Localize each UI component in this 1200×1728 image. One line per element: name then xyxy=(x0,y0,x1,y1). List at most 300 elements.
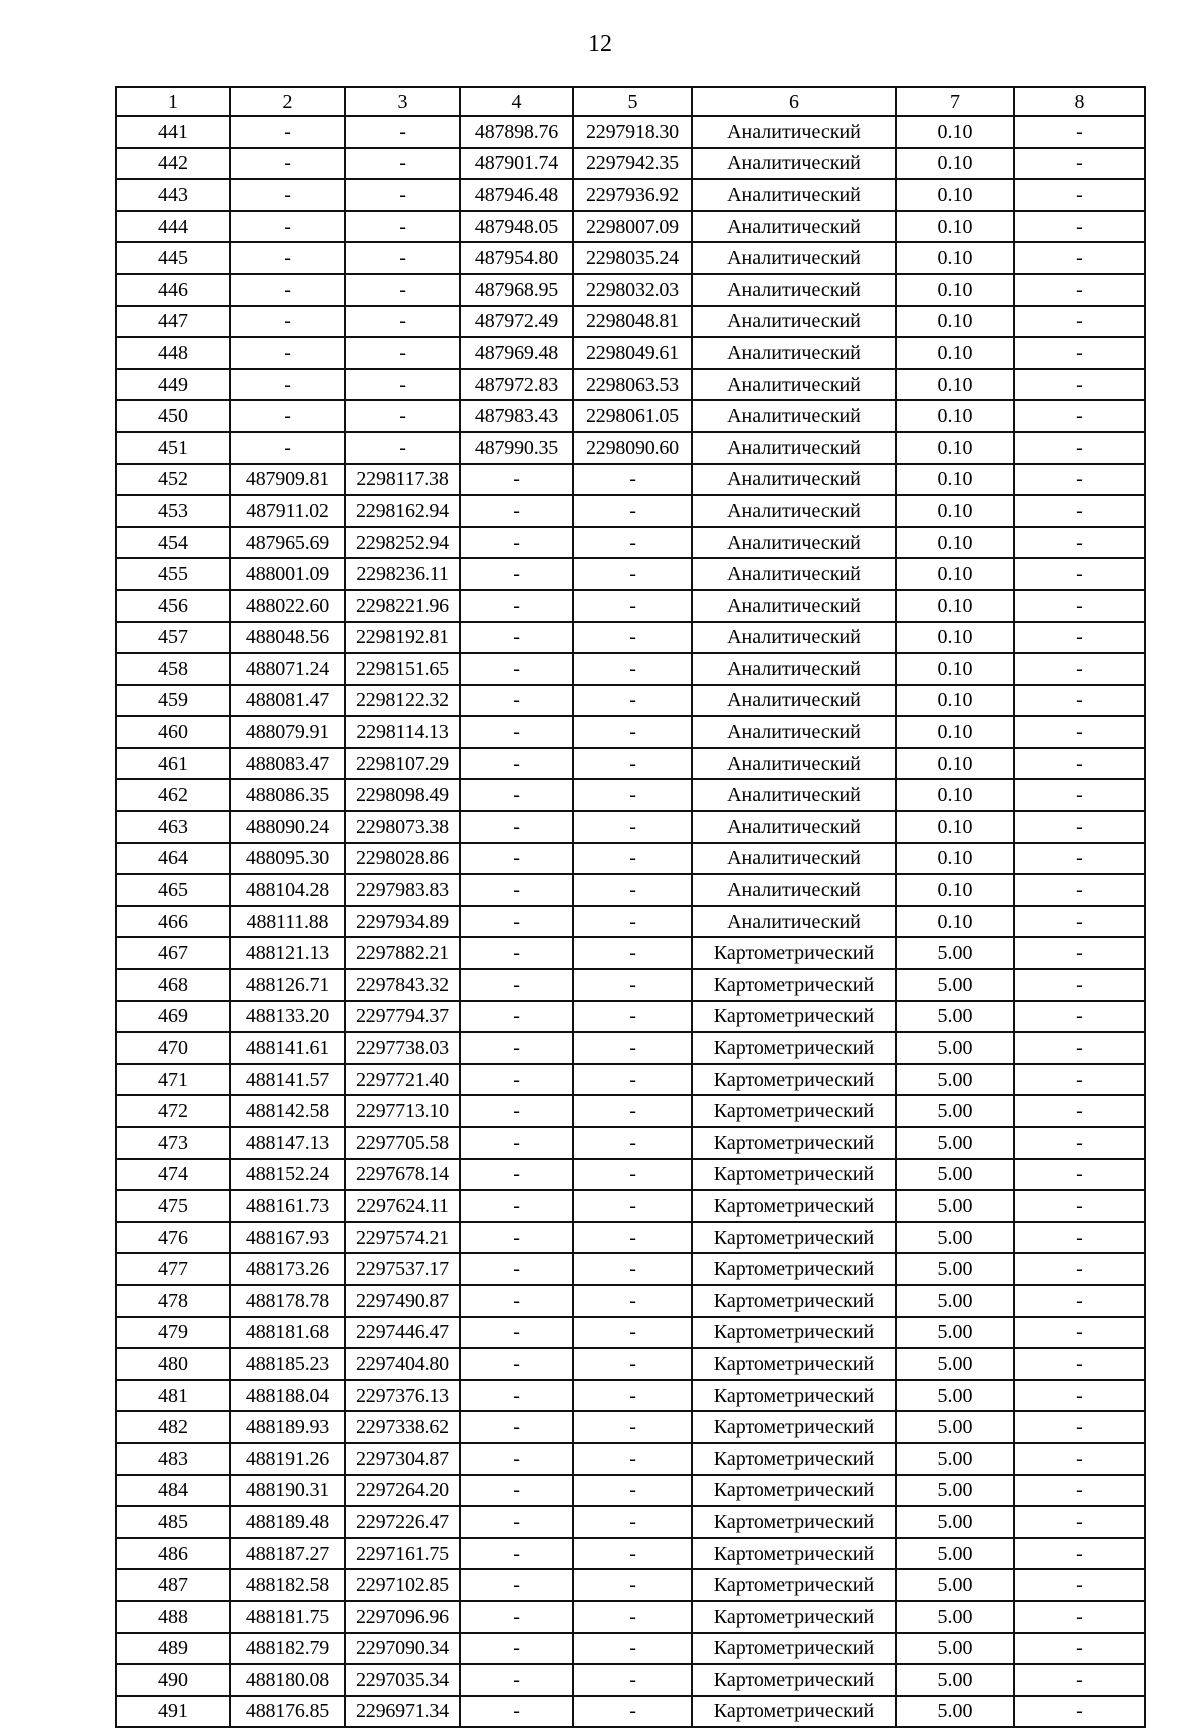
x-coordinate-cell: 488176.85 xyxy=(230,1696,345,1728)
x-coordinate-cell: 487965.69 xyxy=(230,527,345,559)
table-row xyxy=(116,622,1145,654)
x-coordinate-cell: 488161.73 xyxy=(230,1190,345,1222)
y-coordinate-cell: - xyxy=(345,400,460,432)
y-coordinate-cell: 2297918.30 xyxy=(573,116,692,148)
method-cell: Аналитический xyxy=(692,306,896,338)
accuracy-cell: 5.00 xyxy=(896,1569,1014,1601)
note-cell: - xyxy=(1014,1380,1145,1412)
y-coordinate-cell: 2297264.20 xyxy=(345,1475,460,1507)
point-number-cell: 445 xyxy=(116,242,230,274)
column-header: 1 xyxy=(116,87,230,116)
y-coordinate-cell: - xyxy=(573,590,692,622)
x-coordinate-cell: 487909.81 xyxy=(230,464,345,496)
y-coordinate-cell: 2297376.13 xyxy=(345,1380,460,1412)
y-coordinate-cell: 2297490.87 xyxy=(345,1285,460,1317)
x-coordinate-cell: 488121.13 xyxy=(230,937,345,969)
y-coordinate-cell: 2298192.81 xyxy=(345,622,460,654)
table-row xyxy=(116,1001,1145,1033)
point-number-cell: 479 xyxy=(116,1317,230,1349)
y-coordinate-cell: 2297882.21 xyxy=(345,937,460,969)
table-row xyxy=(116,1222,1145,1254)
accuracy-cell: 5.00 xyxy=(896,1696,1014,1728)
accuracy-cell: 5.00 xyxy=(896,937,1014,969)
point-number-cell: 448 xyxy=(116,337,230,369)
y-coordinate-cell: - xyxy=(573,716,692,748)
x-coordinate-cell: - xyxy=(230,306,345,338)
x-coordinate-cell: 488095.30 xyxy=(230,843,345,875)
point-number-cell: 483 xyxy=(116,1443,230,1475)
note-cell: - xyxy=(1014,464,1145,496)
y-coordinate-cell: 2298032.03 xyxy=(573,274,692,306)
y-coordinate-cell: - xyxy=(573,1032,692,1064)
accuracy-cell: 0.10 xyxy=(896,874,1014,906)
y-coordinate-cell: - xyxy=(573,1538,692,1570)
table-row xyxy=(116,1285,1145,1317)
x-coordinate-cell: 488133.20 xyxy=(230,1001,345,1033)
accuracy-cell: 5.00 xyxy=(896,1159,1014,1191)
accuracy-cell: 5.00 xyxy=(896,1001,1014,1033)
accuracy-cell: 0.10 xyxy=(896,148,1014,180)
y-coordinate-cell: 2298221.96 xyxy=(345,590,460,622)
note-cell: - xyxy=(1014,716,1145,748)
point-number-cell: 453 xyxy=(116,495,230,527)
y-coordinate-cell: - xyxy=(573,748,692,780)
point-number-cell: 490 xyxy=(116,1664,230,1696)
y-coordinate-cell: 2297794.37 xyxy=(345,1001,460,1033)
table-row xyxy=(116,337,1145,369)
y-coordinate-cell: 2297035.34 xyxy=(345,1664,460,1696)
y-coordinate-cell: 2297226.47 xyxy=(345,1506,460,1538)
y-coordinate-cell: 2297678.14 xyxy=(345,1159,460,1191)
y-coordinate-cell: - xyxy=(573,464,692,496)
point-number-cell: 466 xyxy=(116,906,230,938)
x-coordinate-cell: - xyxy=(460,937,573,969)
method-cell: Аналитический xyxy=(692,653,896,685)
y-coordinate-cell: 2298114.13 xyxy=(345,716,460,748)
x-coordinate-cell: - xyxy=(460,1569,573,1601)
note-cell: - xyxy=(1014,1285,1145,1317)
table-row xyxy=(116,1601,1145,1633)
y-coordinate-cell: 2298252.94 xyxy=(345,527,460,559)
y-coordinate-cell: - xyxy=(573,1411,692,1443)
table-row xyxy=(116,1159,1145,1191)
x-coordinate-cell: - xyxy=(460,1032,573,1064)
x-coordinate-cell: - xyxy=(460,464,573,496)
accuracy-cell: 0.10 xyxy=(896,495,1014,527)
table-row xyxy=(116,369,1145,401)
x-coordinate-cell: 488086.35 xyxy=(230,779,345,811)
table-row xyxy=(116,1664,1145,1696)
y-coordinate-cell: - xyxy=(573,1095,692,1127)
x-coordinate-cell: 487946.48 xyxy=(460,179,573,211)
y-coordinate-cell: 2297102.85 xyxy=(345,1569,460,1601)
x-coordinate-cell: 488111.88 xyxy=(230,906,345,938)
note-cell: - xyxy=(1014,685,1145,717)
point-number-cell: 449 xyxy=(116,369,230,401)
y-coordinate-cell: 2297537.17 xyxy=(345,1253,460,1285)
method-cell: Картометрический xyxy=(692,1253,896,1285)
y-coordinate-cell: - xyxy=(345,148,460,180)
table-row xyxy=(116,1190,1145,1222)
point-number-cell: 459 xyxy=(116,685,230,717)
point-number-cell: 456 xyxy=(116,590,230,622)
table-row xyxy=(116,1253,1145,1285)
column-header: 6 xyxy=(692,87,896,116)
y-coordinate-cell: - xyxy=(573,1569,692,1601)
table-row xyxy=(116,748,1145,780)
x-coordinate-cell: - xyxy=(230,274,345,306)
x-coordinate-cell: 488152.24 xyxy=(230,1159,345,1191)
table-row xyxy=(116,306,1145,338)
x-coordinate-cell: - xyxy=(460,1159,573,1191)
note-cell: - xyxy=(1014,1696,1145,1728)
point-number-cell: 470 xyxy=(116,1032,230,1064)
table-row xyxy=(116,1127,1145,1159)
note-cell: - xyxy=(1014,906,1145,938)
x-coordinate-cell: 488167.93 xyxy=(230,1222,345,1254)
x-coordinate-cell: - xyxy=(460,590,573,622)
table-row xyxy=(116,779,1145,811)
x-coordinate-cell: 488126.71 xyxy=(230,969,345,1001)
table-row xyxy=(116,969,1145,1001)
y-coordinate-cell: 2298035.24 xyxy=(573,242,692,274)
point-number-cell: 451 xyxy=(116,432,230,464)
y-coordinate-cell: 2298090.60 xyxy=(573,432,692,464)
method-cell: Картометрический xyxy=(692,1222,896,1254)
x-coordinate-cell: - xyxy=(460,622,573,654)
x-coordinate-cell: - xyxy=(230,432,345,464)
accuracy-cell: 5.00 xyxy=(896,1411,1014,1443)
method-cell: Картометрический xyxy=(692,1064,896,1096)
point-number-cell: 447 xyxy=(116,306,230,338)
accuracy-cell: 0.10 xyxy=(896,432,1014,464)
x-coordinate-cell: 488182.58 xyxy=(230,1569,345,1601)
x-coordinate-cell: - xyxy=(460,1190,573,1222)
accuracy-cell: 5.00 xyxy=(896,1095,1014,1127)
note-cell: - xyxy=(1014,495,1145,527)
accuracy-cell: 0.10 xyxy=(896,369,1014,401)
y-coordinate-cell: 2298236.11 xyxy=(345,558,460,590)
y-coordinate-cell: - xyxy=(345,337,460,369)
method-cell: Картометрический xyxy=(692,1380,896,1412)
x-coordinate-cell: 488001.09 xyxy=(230,558,345,590)
note-cell: - xyxy=(1014,369,1145,401)
accuracy-cell: 5.00 xyxy=(896,1064,1014,1096)
x-coordinate-cell: - xyxy=(230,242,345,274)
method-cell: Картометрический xyxy=(692,1032,896,1064)
note-cell: - xyxy=(1014,1317,1145,1349)
accuracy-cell: 5.00 xyxy=(896,1253,1014,1285)
method-cell: Аналитический xyxy=(692,211,896,243)
point-number-cell: 489 xyxy=(116,1633,230,1665)
method-cell: Аналитический xyxy=(692,590,896,622)
point-number-cell: 476 xyxy=(116,1222,230,1254)
x-coordinate-cell: - xyxy=(460,779,573,811)
method-cell: Картометрический xyxy=(692,1475,896,1507)
accuracy-cell: 5.00 xyxy=(896,1664,1014,1696)
point-number-cell: 468 xyxy=(116,969,230,1001)
accuracy-cell: 5.00 xyxy=(896,1222,1014,1254)
accuracy-cell: 5.00 xyxy=(896,1538,1014,1570)
accuracy-cell: 0.10 xyxy=(896,811,1014,843)
method-cell: Картометрический xyxy=(692,1001,896,1033)
x-coordinate-cell: - xyxy=(230,337,345,369)
note-cell: - xyxy=(1014,148,1145,180)
accuracy-cell: 5.00 xyxy=(896,1190,1014,1222)
note-cell: - xyxy=(1014,1253,1145,1285)
accuracy-cell: 5.00 xyxy=(896,1443,1014,1475)
table-row xyxy=(116,653,1145,685)
note-cell: - xyxy=(1014,590,1145,622)
accuracy-cell: 0.10 xyxy=(896,685,1014,717)
x-coordinate-cell: - xyxy=(460,748,573,780)
y-coordinate-cell: 2297843.32 xyxy=(345,969,460,1001)
note-cell: - xyxy=(1014,1222,1145,1254)
x-coordinate-cell: - xyxy=(230,148,345,180)
point-number-cell: 458 xyxy=(116,653,230,685)
note-cell: - xyxy=(1014,1095,1145,1127)
note-cell: - xyxy=(1014,1411,1145,1443)
accuracy-cell: 0.10 xyxy=(896,116,1014,148)
y-coordinate-cell: - xyxy=(573,1475,692,1507)
point-number-cell: 463 xyxy=(116,811,230,843)
table-row xyxy=(116,116,1145,148)
note-cell: - xyxy=(1014,937,1145,969)
point-number-cell: 481 xyxy=(116,1380,230,1412)
column-header: 5 xyxy=(573,87,692,116)
method-cell: Картометрический xyxy=(692,1159,896,1191)
accuracy-cell: 5.00 xyxy=(896,1348,1014,1380)
x-coordinate-cell: 488185.23 xyxy=(230,1348,345,1380)
note-cell: - xyxy=(1014,337,1145,369)
y-coordinate-cell: - xyxy=(573,1285,692,1317)
note-cell: - xyxy=(1014,1569,1145,1601)
x-coordinate-cell: - xyxy=(460,1127,573,1159)
table-row xyxy=(116,1064,1145,1096)
y-coordinate-cell: - xyxy=(573,1380,692,1412)
table-row xyxy=(116,1569,1145,1601)
accuracy-cell: 0.10 xyxy=(896,748,1014,780)
y-coordinate-cell: - xyxy=(573,685,692,717)
y-coordinate-cell: - xyxy=(573,1001,692,1033)
x-coordinate-cell: - xyxy=(460,1348,573,1380)
point-number-cell: 446 xyxy=(116,274,230,306)
table-row xyxy=(116,843,1145,875)
x-coordinate-cell: - xyxy=(460,1475,573,1507)
column-header: 3 xyxy=(345,87,460,116)
point-number-cell: 457 xyxy=(116,622,230,654)
table-row xyxy=(116,1380,1145,1412)
x-coordinate-cell: 487954.80 xyxy=(460,242,573,274)
y-coordinate-cell: - xyxy=(573,1633,692,1665)
y-coordinate-cell: - xyxy=(345,306,460,338)
x-coordinate-cell: - xyxy=(460,527,573,559)
y-coordinate-cell: 2297161.75 xyxy=(345,1538,460,1570)
table-row xyxy=(116,1317,1145,1349)
x-coordinate-cell: 488083.47 xyxy=(230,748,345,780)
note-cell: - xyxy=(1014,1633,1145,1665)
y-coordinate-cell: - xyxy=(345,242,460,274)
table-row xyxy=(116,274,1145,306)
x-coordinate-cell: 488181.68 xyxy=(230,1317,345,1349)
point-number-cell: 441 xyxy=(116,116,230,148)
y-coordinate-cell: 2297942.35 xyxy=(573,148,692,180)
table-row xyxy=(116,432,1145,464)
y-coordinate-cell: 2297936.92 xyxy=(573,179,692,211)
x-coordinate-cell: 488048.56 xyxy=(230,622,345,654)
x-coordinate-cell: - xyxy=(230,369,345,401)
note-cell: - xyxy=(1014,622,1145,654)
y-coordinate-cell: 2297705.58 xyxy=(345,1127,460,1159)
x-coordinate-cell: - xyxy=(460,1380,573,1412)
x-coordinate-cell: - xyxy=(460,1633,573,1665)
note-cell: - xyxy=(1014,969,1145,1001)
table-row xyxy=(116,1095,1145,1127)
note-cell: - xyxy=(1014,1506,1145,1538)
method-cell: Картометрический xyxy=(692,1190,896,1222)
table-row xyxy=(116,179,1145,211)
method-cell: Аналитический xyxy=(692,811,896,843)
method-cell: Аналитический xyxy=(692,464,896,496)
accuracy-cell: 5.00 xyxy=(896,1285,1014,1317)
x-coordinate-cell: - xyxy=(460,1001,573,1033)
note-cell: - xyxy=(1014,558,1145,590)
method-cell: Картометрический xyxy=(692,1506,896,1538)
accuracy-cell: 5.00 xyxy=(896,1475,1014,1507)
accuracy-cell: 0.10 xyxy=(896,400,1014,432)
x-coordinate-cell: - xyxy=(460,1253,573,1285)
y-coordinate-cell: - xyxy=(573,1601,692,1633)
x-coordinate-cell: 488142.58 xyxy=(230,1095,345,1127)
x-coordinate-cell: - xyxy=(460,1064,573,1096)
method-cell: Аналитический xyxy=(692,432,896,464)
table-row xyxy=(116,590,1145,622)
note-cell: - xyxy=(1014,653,1145,685)
point-number-cell: 477 xyxy=(116,1253,230,1285)
x-coordinate-cell: 487969.48 xyxy=(460,337,573,369)
note-cell: - xyxy=(1014,306,1145,338)
accuracy-cell: 5.00 xyxy=(896,1127,1014,1159)
y-coordinate-cell: - xyxy=(573,653,692,685)
accuracy-cell: 5.00 xyxy=(896,969,1014,1001)
point-number-cell: 488 xyxy=(116,1601,230,1633)
y-coordinate-cell: 2297446.47 xyxy=(345,1317,460,1349)
column-header: 8 xyxy=(1014,87,1145,116)
accuracy-cell: 0.10 xyxy=(896,906,1014,938)
table-row xyxy=(116,1538,1145,1570)
table-row xyxy=(116,811,1145,843)
y-coordinate-cell: - xyxy=(573,1222,692,1254)
note-cell: - xyxy=(1014,811,1145,843)
point-number-cell: 462 xyxy=(116,779,230,811)
point-number-cell: 465 xyxy=(116,874,230,906)
table-row xyxy=(116,242,1145,274)
table-row xyxy=(116,937,1145,969)
point-number-cell: 480 xyxy=(116,1348,230,1380)
y-coordinate-cell: - xyxy=(573,1443,692,1475)
accuracy-cell: 0.10 xyxy=(896,843,1014,875)
x-coordinate-cell: - xyxy=(460,1285,573,1317)
column-header: 7 xyxy=(896,87,1014,116)
point-number-cell: 461 xyxy=(116,748,230,780)
y-coordinate-cell: - xyxy=(573,779,692,811)
method-cell: Аналитический xyxy=(692,274,896,306)
point-number-cell: 482 xyxy=(116,1411,230,1443)
accuracy-cell: 0.10 xyxy=(896,337,1014,369)
accuracy-cell: 5.00 xyxy=(896,1506,1014,1538)
point-number-cell: 464 xyxy=(116,843,230,875)
accuracy-cell: 5.00 xyxy=(896,1380,1014,1412)
x-coordinate-cell: - xyxy=(460,843,573,875)
column-header: 4 xyxy=(460,87,573,116)
y-coordinate-cell: 2298061.05 xyxy=(573,400,692,432)
x-coordinate-cell: - xyxy=(460,558,573,590)
method-cell: Аналитический xyxy=(692,495,896,527)
x-coordinate-cell: - xyxy=(460,1317,573,1349)
x-coordinate-cell: 488180.08 xyxy=(230,1664,345,1696)
point-number-cell: 478 xyxy=(116,1285,230,1317)
x-coordinate-cell: - xyxy=(460,811,573,843)
y-coordinate-cell: 2298028.86 xyxy=(345,843,460,875)
method-cell: Картометрический xyxy=(692,937,896,969)
note-cell: - xyxy=(1014,779,1145,811)
accuracy-cell: 0.10 xyxy=(896,558,1014,590)
y-coordinate-cell: - xyxy=(573,1127,692,1159)
x-coordinate-cell: 487911.02 xyxy=(230,495,345,527)
note-cell: - xyxy=(1014,400,1145,432)
x-coordinate-cell: 487898.76 xyxy=(460,116,573,148)
accuracy-cell: 5.00 xyxy=(896,1601,1014,1633)
x-coordinate-cell: - xyxy=(460,1696,573,1728)
point-number-cell: 442 xyxy=(116,148,230,180)
accuracy-cell: 5.00 xyxy=(896,1032,1014,1064)
accuracy-cell: 0.10 xyxy=(896,716,1014,748)
y-coordinate-cell: - xyxy=(345,369,460,401)
x-coordinate-cell: 488187.27 xyxy=(230,1538,345,1570)
accuracy-cell: 0.10 xyxy=(896,779,1014,811)
y-coordinate-cell: 2297304.87 xyxy=(345,1443,460,1475)
accuracy-cell: 0.10 xyxy=(896,274,1014,306)
x-coordinate-cell: 488141.61 xyxy=(230,1032,345,1064)
accuracy-cell: 0.10 xyxy=(896,527,1014,559)
y-coordinate-cell: - xyxy=(573,1159,692,1191)
y-coordinate-cell: 2297713.10 xyxy=(345,1095,460,1127)
note-cell: - xyxy=(1014,1664,1145,1696)
note-cell: - xyxy=(1014,1032,1145,1064)
x-coordinate-cell: - xyxy=(460,685,573,717)
accuracy-cell: 0.10 xyxy=(896,211,1014,243)
x-coordinate-cell: 488178.78 xyxy=(230,1285,345,1317)
method-cell: Картометрический xyxy=(692,1601,896,1633)
note-cell: - xyxy=(1014,242,1145,274)
point-number-cell: 467 xyxy=(116,937,230,969)
accuracy-cell: 5.00 xyxy=(896,1317,1014,1349)
x-coordinate-cell: 488190.31 xyxy=(230,1475,345,1507)
note-cell: - xyxy=(1014,748,1145,780)
y-coordinate-cell: - xyxy=(573,874,692,906)
method-cell: Картометрический xyxy=(692,1285,896,1317)
point-number-cell: 444 xyxy=(116,211,230,243)
point-number-cell: 450 xyxy=(116,400,230,432)
note-cell: - xyxy=(1014,179,1145,211)
x-coordinate-cell: - xyxy=(460,1538,573,1570)
y-coordinate-cell: 2297574.21 xyxy=(345,1222,460,1254)
method-cell: Аналитический xyxy=(692,843,896,875)
y-coordinate-cell: - xyxy=(573,1064,692,1096)
y-coordinate-cell: 2296971.34 xyxy=(345,1696,460,1728)
method-cell: Аналитический xyxy=(692,116,896,148)
note-cell: - xyxy=(1014,1348,1145,1380)
